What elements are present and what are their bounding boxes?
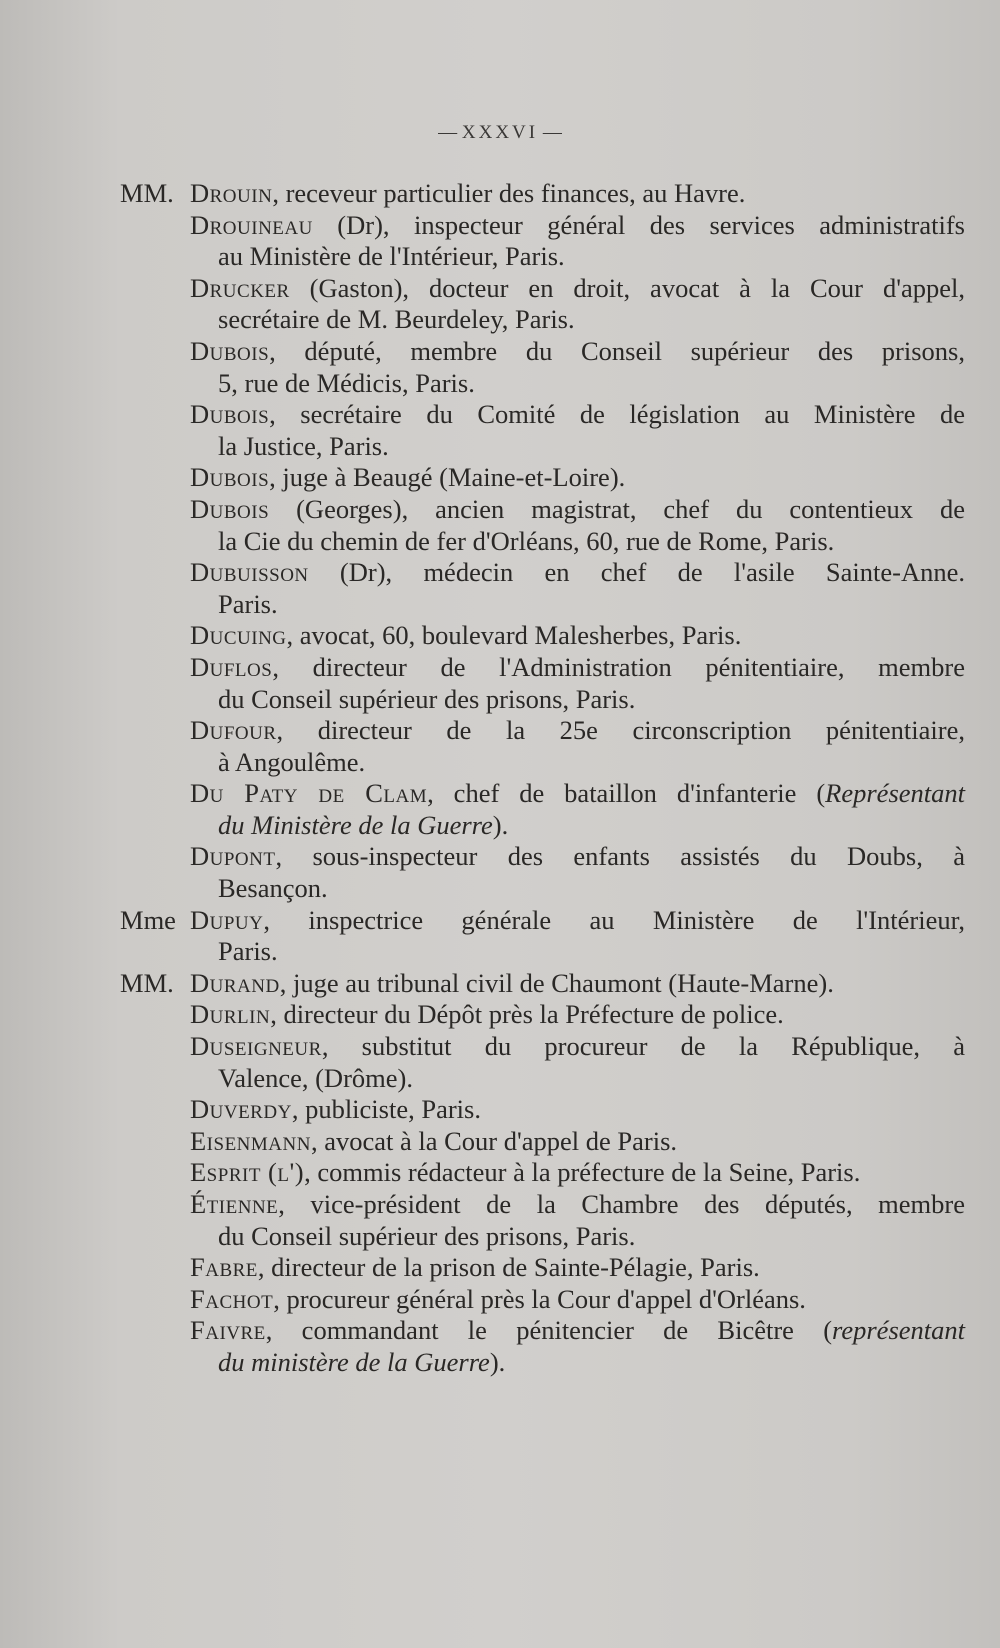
entry-details: , publiciste, Paris. <box>291 1094 481 1125</box>
entry-details: (Dr), médecin en chef de l'asile Sainte-Anne. <box>308 557 965 588</box>
list-item <box>120 1284 965 1316</box>
entry-details: , juge à Beaugé (Maine-et-Loire). <box>269 462 626 493</box>
entry-line-1 <box>190 1315 965 1347</box>
member-name: Duseigneur <box>190 1031 322 1062</box>
entry-line-2 <box>218 936 965 968</box>
entry-line-1 <box>190 778 965 810</box>
entry-prefix: MM. <box>120 967 174 998</box>
entry-details: (Dr), inspecteur général des services administratifs <box>312 209 965 240</box>
member-name: Étienne <box>190 1189 279 1219</box>
entry-details: , commandant le pénitencier de Bicêtre ( <box>265 1315 833 1346</box>
member-name: Drouin <box>190 178 273 208</box>
entry-line-1 <box>190 1094 965 1126</box>
entry-continuation: au Ministère de l'Intérieur, Paris. <box>218 241 565 272</box>
entry-line-1 <box>190 178 965 210</box>
entry-line-2 <box>218 747 965 779</box>
list-item <box>120 620 965 652</box>
list-item <box>120 1315 965 1378</box>
entry-line-1 <box>190 462 965 494</box>
entry-line-1 <box>190 652 965 684</box>
entry-line-1 <box>190 905 965 937</box>
member-name: Duflos <box>190 651 273 682</box>
entry-continuation: à Angoulême. <box>218 746 366 777</box>
folio-number: XXXVI <box>461 122 539 143</box>
entry-line-2 <box>218 684 965 716</box>
entry-prefix: Mme <box>120 904 176 935</box>
member-name: Esprit (l') <box>190 1157 305 1188</box>
entry-italic-text: du Ministère de la Guerre <box>218 809 493 840</box>
list-item <box>120 336 965 399</box>
entry-line-2 <box>218 1221 965 1253</box>
entry-details: , substitut du procureur de la République, à <box>321 1031 965 1062</box>
list-item <box>120 841 965 904</box>
entry-prefix: MM. <box>120 178 174 208</box>
entry-details: (Gaston), docteur en droit, avocat à la Cour d'appel, <box>289 272 965 303</box>
member-name: Dufour <box>190 715 277 746</box>
entry-continuation: secrétaire de M. Beurdeley, Paris. <box>218 304 575 335</box>
entry-details: , sous-inspecteur des enfants assistés du Doubs, à <box>275 841 965 872</box>
member-name: Dubois <box>190 335 270 366</box>
entry-details: , procureur général près la Cour d'appel d'Orléans. <box>273 1283 806 1314</box>
entry-line-1 <box>190 968 965 1000</box>
entry-line-2 <box>218 368 965 400</box>
entry-continuation: Valence, (Drôme). <box>218 1062 413 1093</box>
entry-continuation: du Conseil supérieur des prisons, Paris. <box>218 683 636 714</box>
entry-details: , directeur de la prison de Sainte-Pélagie, Paris. <box>257 1252 760 1283</box>
entry-italic-text: Représentant <box>825 778 965 809</box>
entry-details: , secrétaire du Comité de législation au Ministère de <box>269 399 965 430</box>
entry-details: , député, membre du Conseil supérieur des prisons, <box>269 335 965 366</box>
entry-continuation: Besançon. <box>218 873 328 904</box>
entry-details: , commis rédacteur à la préfecture de la Seine, Paris. <box>304 1157 861 1188</box>
list-item <box>120 999 965 1031</box>
entry-details: , chef de bataillon d'infanterie ( <box>427 778 826 809</box>
entry-line-2 <box>218 1063 965 1095</box>
entry-line-2 <box>218 589 965 621</box>
entry-line-1 <box>190 620 965 652</box>
entry-line-2 <box>218 526 965 558</box>
member-list <box>120 178 965 1379</box>
entry-line-1 <box>190 273 965 305</box>
member-name: Eisenmann <box>190 1125 311 1156</box>
entry-line-1 <box>190 715 965 747</box>
member-name: Durand <box>190 967 280 998</box>
entry-continuation: la Cie du chemin de fer d'Orléans, 60, rue de Rome, Paris. <box>218 525 835 556</box>
entry-line-1 <box>190 1126 965 1158</box>
entry-line-1 <box>190 999 965 1031</box>
member-name: Dubuisson <box>190 557 309 588</box>
entry-italic-text: représentant <box>832 1315 965 1346</box>
list-item <box>120 399 965 462</box>
entry-italic-text: du ministère de la Guerre <box>218 1346 490 1377</box>
entry-line-2 <box>218 810 965 842</box>
list-item <box>120 1126 965 1158</box>
entry-details: , inspectrice générale au Ministère de l'Intérieur, <box>263 904 965 935</box>
member-name: Duverdy <box>190 1094 292 1125</box>
list-item <box>120 652 965 715</box>
entry-line-1 <box>190 1189 965 1221</box>
member-name: Durlin <box>190 999 271 1030</box>
member-name: Dubois <box>190 493 270 524</box>
entry-details: , directeur de l'Administration pénitentiaire, membre <box>272 651 965 682</box>
list-item <box>120 1252 965 1284</box>
list-item <box>120 178 965 210</box>
member-name: Drucker <box>190 272 290 303</box>
entry-continuation: ). <box>489 1346 506 1377</box>
entry-line-1 <box>190 557 965 589</box>
entry-line-2 <box>218 1347 965 1379</box>
entry-details: , receveur particulier des finances, au Havre. <box>272 178 746 208</box>
entry-continuation: Paris. <box>218 588 278 619</box>
list-item <box>120 968 965 1000</box>
entry-line-1 <box>190 1252 965 1284</box>
list-item <box>120 905 965 968</box>
member-name: Fachot <box>190 1283 274 1314</box>
page-folio: — XXXVI — <box>438 122 562 143</box>
entry-line-1 <box>190 336 965 368</box>
entry-continuation: Paris. <box>218 936 278 967</box>
entry-continuation: 5, rue de Médicis, Paris. <box>218 367 475 398</box>
entry-details: , avocat à la Cour d'appel de Paris. <box>310 1125 678 1156</box>
list-item <box>120 1094 965 1126</box>
entry-line-1 <box>190 399 965 431</box>
member-name: Ducuing <box>190 620 287 651</box>
list-item <box>120 1031 965 1094</box>
entry-line-1 <box>190 494 965 526</box>
entry-details: , avocat, 60, boulevard Malesherbes, Paris. <box>286 620 742 651</box>
entry-details: , vice-président de la Chambre des députés, membre <box>278 1189 965 1219</box>
entry-line-1 <box>190 1284 965 1316</box>
entry-line-2 <box>218 873 965 905</box>
entry-continuation: la Justice, Paris. <box>218 430 389 461</box>
member-name: Faivre <box>190 1315 266 1346</box>
entry-line-1 <box>190 1031 965 1063</box>
entry-continuation: du Conseil supérieur des prisons, Paris. <box>218 1220 636 1251</box>
entry-line-2 <box>218 304 965 336</box>
list-item <box>120 462 965 494</box>
list-item <box>120 273 965 336</box>
list-item <box>120 1157 965 1189</box>
entry-line-1 <box>190 1157 965 1189</box>
list-item <box>120 715 965 778</box>
list-item <box>120 778 965 841</box>
member-name: Dubois <box>190 399 270 430</box>
list-item <box>120 494 965 557</box>
entry-details: (Georges), ancien magistrat, chef du contentieux de <box>269 493 965 524</box>
member-name: Dupont <box>190 841 276 872</box>
member-name: Fabre <box>190 1252 258 1283</box>
entry-line-2 <box>218 431 965 463</box>
entry-details: , juge au tribunal civil de Chaumont (Haute-Marne). <box>279 967 834 998</box>
member-name: Du Paty de Clam <box>190 778 428 809</box>
entry-details: , directeur de la 25e circonscription pénitentiaire, <box>276 715 965 746</box>
member-name: Drouineau <box>190 209 313 240</box>
entry-line-1 <box>190 210 965 242</box>
entry-details: , directeur du Dépôt près la Préfecture de police. <box>270 999 784 1030</box>
list-item <box>120 557 965 620</box>
member-name: Dubois <box>190 462 270 493</box>
member-name: Dupuy <box>190 904 264 935</box>
entry-line-2 <box>218 241 965 273</box>
entry-line-1 <box>190 841 965 873</box>
entry-continuation: ). <box>492 809 509 840</box>
list-item <box>120 210 965 273</box>
list-item <box>120 1189 965 1252</box>
